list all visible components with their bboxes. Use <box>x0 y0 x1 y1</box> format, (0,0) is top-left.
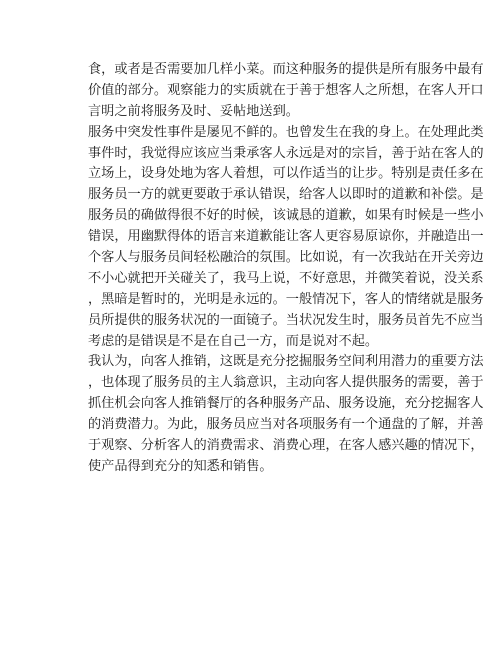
paragraph-upselling <box>88 352 484 477</box>
text-line: 价值的部分。观察能力的实质就在于善于想客人之所想，在客人开口 <box>88 82 484 98</box>
paragraph-service-value <box>88 60 484 123</box>
paragraph-emergency-handling <box>88 123 484 353</box>
text-line: ，也体现了服务员的主人翁意识，主动向客人提供服务的需要，善于 <box>88 375 484 391</box>
text-line: 于观察、分析客人的消费需求、消费心理，在客人感兴趣的情况下， <box>88 438 484 454</box>
text-line: 服务中突发性事件是屡见不鲜的。也曾发生在我的身上。在处理此类 <box>88 124 484 140</box>
text-line: 的消费潜力。为此，服务员应当对各项服务有一个通盘的了解，并善 <box>88 417 484 433</box>
document-body <box>88 60 484 478</box>
text-line: 个客人与服务员间轻松融洽的氛围。比如说，有一次我站在开关旁边 <box>88 250 484 266</box>
text-line: 抓住机会向客人推销餐厅的各种服务产品、服务设施，充分挖掘客人 <box>88 396 484 412</box>
text-line: 错误，用幽默得体的语言来道歉能让客人更容易原谅你，并融造出一 <box>88 229 484 245</box>
text-line: 考虑的是错误是不是在自己一方，而是说对不起。 <box>88 333 379 349</box>
text-line: 言明之前将服务及时、妥帖地送到。 <box>88 103 299 119</box>
text-line: 我认为，向客人推销，这既是充分挖掘服务空间利用潜力的重要方法 <box>88 354 484 370</box>
text-line: 使产品得到充分的知悉和销售。 <box>88 458 273 474</box>
text-line: 事件时，我觉得应该应当秉承客人永远是对的宗旨，善于站在客人的 <box>88 145 484 161</box>
text-line: 服务员的确做得很不好的时候，该诚恳的道歉，如果有时候是一些小 <box>88 208 484 224</box>
text-line: 食，或者是否需要加几样小菜。而这种服务的提供是所有服务中最有 <box>88 62 484 77</box>
text-line: 服务员一方的就更要敢于承认错误，给客人以即时的道歉和补偿。是 <box>88 187 484 203</box>
text-line: 不小心就把开关碰关了，我马上说，不好意思，并微笑着说，没关系 <box>88 270 484 286</box>
text-line: ，黑暗是暂时的，光明是永远的。一般情况下，客人的情绪就是服务 <box>88 291 484 307</box>
text-line: 员所提供的服务状况的一面镜子。当状况发生时，服务员首先不应当 <box>88 312 484 328</box>
text-line: 立场上，设身处地为客人着想，可以作适当的让步。特别是责任多在 <box>88 166 484 182</box>
